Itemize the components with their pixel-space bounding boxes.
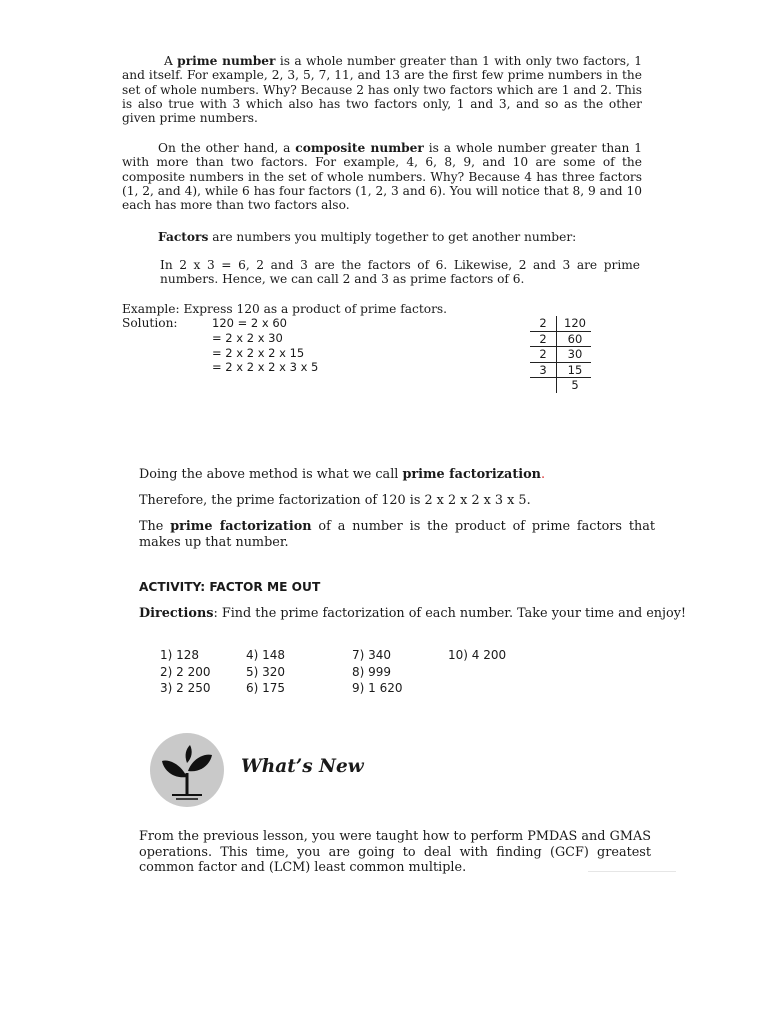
activity-item: 7) 340 <box>352 648 392 662</box>
activity-items <box>160 647 538 697</box>
activity-directions: Directions: Find the prime factorization of each number. Take your time and enjoy! <box>139 606 687 621</box>
activity-item: 3) 2 250 <box>160 681 211 695</box>
whats-new-badge <box>150 733 224 807</box>
factorization-result: Therefore, the prime factorization of 120 is 2 x 2 x 2 x 3 x 5. <box>139 493 531 508</box>
composite-number-term: composite number <box>295 141 424 155</box>
factors-example: In 2 x 3 = 6, 2 and 3 are the factors of 6. Likewise, 2 and 3 are prime numbers. Hence, we can call 2 and 3 as prime factors of 6. <box>160 258 640 287</box>
prime-number-paragraph: A prime number is a whole number greater than 1 with only two factors, 1 and itself. For example, 2, 3, 5, 7, 11, and 13 are the first few prime numbers in the set of whole numbers. Why? Because 2 has only two factors which are 1 and 2. This is also true with 3 which also has two factors only, 1 and 3, and so as the other given prime numbers. <box>122 54 642 126</box>
activity-item <box>448 664 538 681</box>
solution-step: = 2 x 2 x 2 x 3 x 5 <box>212 360 319 375</box>
solution-step: 120 = 2 x 60 <box>212 316 287 330</box>
activity-title: ACTIVITY: FACTOR ME OUT <box>139 580 321 594</box>
ladder-quotient: 120 <box>557 316 592 331</box>
ladder-divisor: 2 <box>530 347 557 363</box>
ladder-quotient: 30 <box>557 347 592 363</box>
example-prompt: Example: Express 120 as a product of prime factors. <box>122 302 448 316</box>
ladder-quotient: 5 <box>571 378 579 393</box>
factors-term: Factors <box>158 230 209 244</box>
activity-item: 8) 999 <box>352 664 392 679</box>
activity-item: 5) 320 <box>246 664 286 679</box>
whats-new-heading: What’s New <box>241 756 364 777</box>
factors-definition: Factors are numbers you multiply together to get another number: <box>158 230 577 244</box>
solution-label: Solution: <box>122 316 178 330</box>
activity-item <box>448 680 538 697</box>
activity-item: 9) 1 620 <box>352 681 403 695</box>
activity-item: 1) 128 <box>160 648 200 662</box>
ladder-divisor: 2 <box>530 331 557 347</box>
ladder-divisor: 3 <box>530 362 557 378</box>
solution-step: = 2 x 2 x 30 <box>212 330 283 345</box>
ladder-quotient: 60 <box>557 331 592 347</box>
activity-item: 2) 2 200 <box>160 664 211 679</box>
prime-factorization-definition: The prime factorization of a number is the product of prime factors that makes up that number. <box>139 519 655 550</box>
solution-step: = 2 x 2 x 2 x 15 <box>212 345 305 360</box>
prime-factorization-term: prime factorization <box>170 519 312 534</box>
prime-factorization-term: prime factorization <box>402 467 541 482</box>
divider <box>588 871 676 872</box>
directions-label: Directions <box>139 606 214 621</box>
whats-new-body: From the previous lesson, you were taught how to perform PMDAS and GMAS operations. This time, you are going to deal with finding (GCF) greatest common factor and (LCM) least common multiple. <box>139 829 651 875</box>
plant-sprout-icon <box>150 733 224 807</box>
ladder-quotient: 15 <box>557 362 592 378</box>
activity-item: 4) 148 <box>246 648 286 662</box>
division-ladder <box>530 316 591 393</box>
prime-number-term: prime number <box>177 54 276 68</box>
solution-steps <box>122 316 318 375</box>
composite-number-paragraph: On the other hand, a composite number is a whole number greater than 1 with more than two factors. For example, 4, 6, 8, 9, and 10 are some of the composite numbers in the set of whole numbers. Why? Because 4 has three factors (1, 2, and 4), while 6 has four factors (1, 2, 3 and 6). You will notice that 8, 9 and 10 each has more than two factors also. <box>122 141 642 213</box>
activity-item: 10) 4 200 <box>448 648 507 662</box>
ladder-divisor <box>530 378 557 393</box>
ladder-divisor: 2 <box>530 316 557 331</box>
activity-item: 6) 175 <box>246 681 286 695</box>
method-statement: Doing the above method is what we call prime factorization. <box>139 467 546 482</box>
